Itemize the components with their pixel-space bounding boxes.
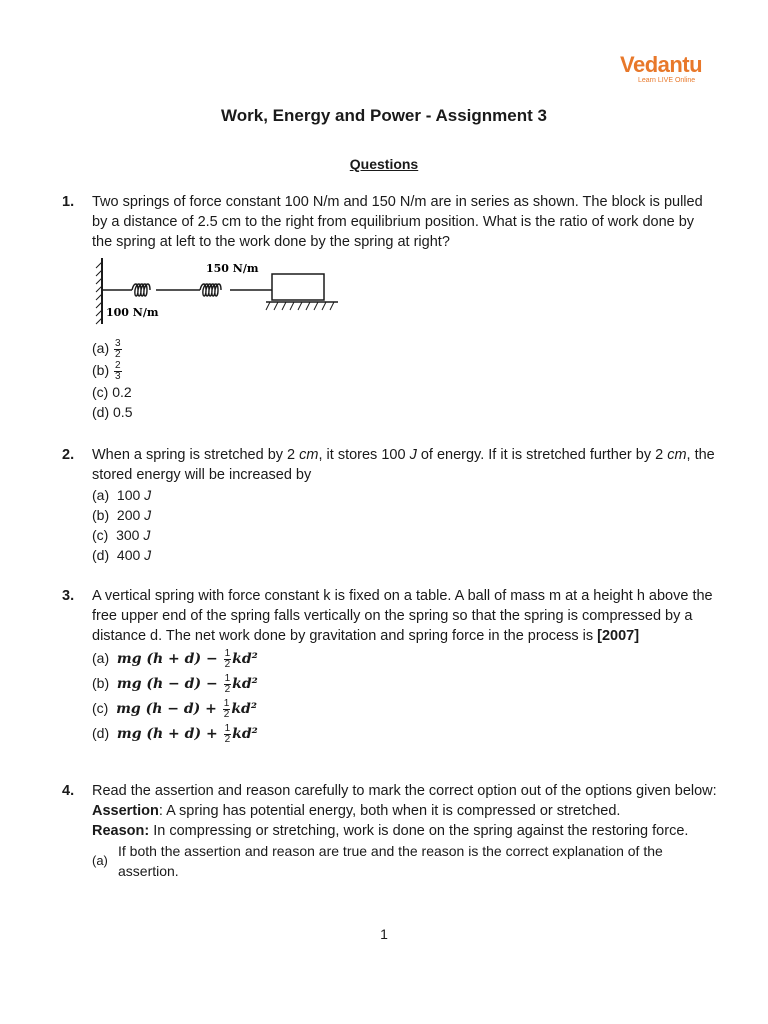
logo-tagline: Learn LIVE Online — [638, 77, 696, 84]
assertion: Assertion: A spring has potential energy, both when it is compressed or stretched. — [92, 803, 621, 819]
reason: Reason: In compressing or stretching, work is done on the spring against the restoring force. — [92, 823, 689, 839]
option-d[interactable]: (d) mg (h + d) + $\frac{1}{2}$ kd² — [92, 722, 258, 745]
question-number: 3. — [62, 588, 75, 604]
option-b[interactable]: (b) $\frac{2}{3}$ — [92, 359, 121, 382]
option-b[interactable]: (b) 200 J — [92, 507, 152, 523]
option-c[interactable]: (c) mg (h − d) + $\frac{1}{2}$ kd² — [92, 697, 257, 720]
option-d[interactable]: (d) 400 J — [92, 547, 152, 563]
year-tag: [2007] — [597, 628, 640, 644]
fraction: $\frac{2}{3}$ — [115, 359, 121, 382]
question-number: 2. — [62, 447, 75, 463]
page-title: Work, Energy and Power - Assignment 3 — [221, 106, 547, 125]
question-number: 4. — [62, 783, 75, 799]
section-heading: Questions — [349, 156, 419, 172]
question-1 — [62, 192, 718, 252]
question-text: Two springs of force constant 100 N/m and 150 N/m are in series as shown. The block is pulled by a distance of 2.5 cm to the right from equilibrium position. What is the ratio of work done by the spring at left to the work done by the spring at right? — [92, 194, 703, 250]
question-2 — [62, 445, 718, 565]
ground-hatch — [266, 302, 334, 310]
option-a[interactable]: (a) mg (h + d) − $\frac{1}{2}$ kd² — [92, 647, 258, 670]
vedantu-logo — [620, 54, 720, 85]
option-a[interactable]: (a) $\frac{3}{2}$ — [92, 337, 121, 360]
logo-word: Vedantu — [620, 52, 703, 77]
question-number: 1. — [62, 194, 75, 210]
option-b[interactable]: (b) mg (h − d) − $\frac{1}{2}$ kd² — [92, 672, 258, 695]
spring-right — [200, 284, 221, 296]
question-text: Read the assertion and reason carefully to mark the correct option out of the options given below: — [92, 783, 717, 799]
option-c[interactable]: (c) 0.2 — [92, 383, 132, 400]
fraction: $\frac{3}{2}$ — [115, 337, 121, 360]
question-text: A vertical spring with force constant k is fixed on a table. A ball of mass m at a height h above the free upper end of the spring falls vertically on the spring so that the spring is compressed by a distance d. The net work done by gravitation and spring force in the process is [2007] — [92, 588, 713, 644]
block — [272, 274, 324, 300]
question-3 — [62, 586, 718, 746]
label-150: 150 N/m — [206, 262, 259, 275]
spring-block-diagram — [92, 252, 352, 328]
option-a[interactable]: (a) 100 J — [92, 487, 152, 503]
option-a[interactable]: (a) If both the assertion and reason are true and the reason is the correct explanation of the assertion. — [92, 843, 663, 879]
question-text: When a spring is stretched by 2 cm, it stores 100 J of energy. If it is stretched further by 2 cm, the stored energy will be increased by — [92, 447, 715, 483]
page-number: 1 — [380, 926, 388, 942]
option-c[interactable]: (c) 300 J — [92, 527, 151, 543]
question-1-options — [62, 338, 718, 422]
option-d[interactable]: (d) 0.5 — [92, 403, 133, 420]
question-4 — [62, 781, 718, 881]
spring-left — [132, 284, 150, 296]
label-100: 100 N/m — [106, 306, 159, 319]
